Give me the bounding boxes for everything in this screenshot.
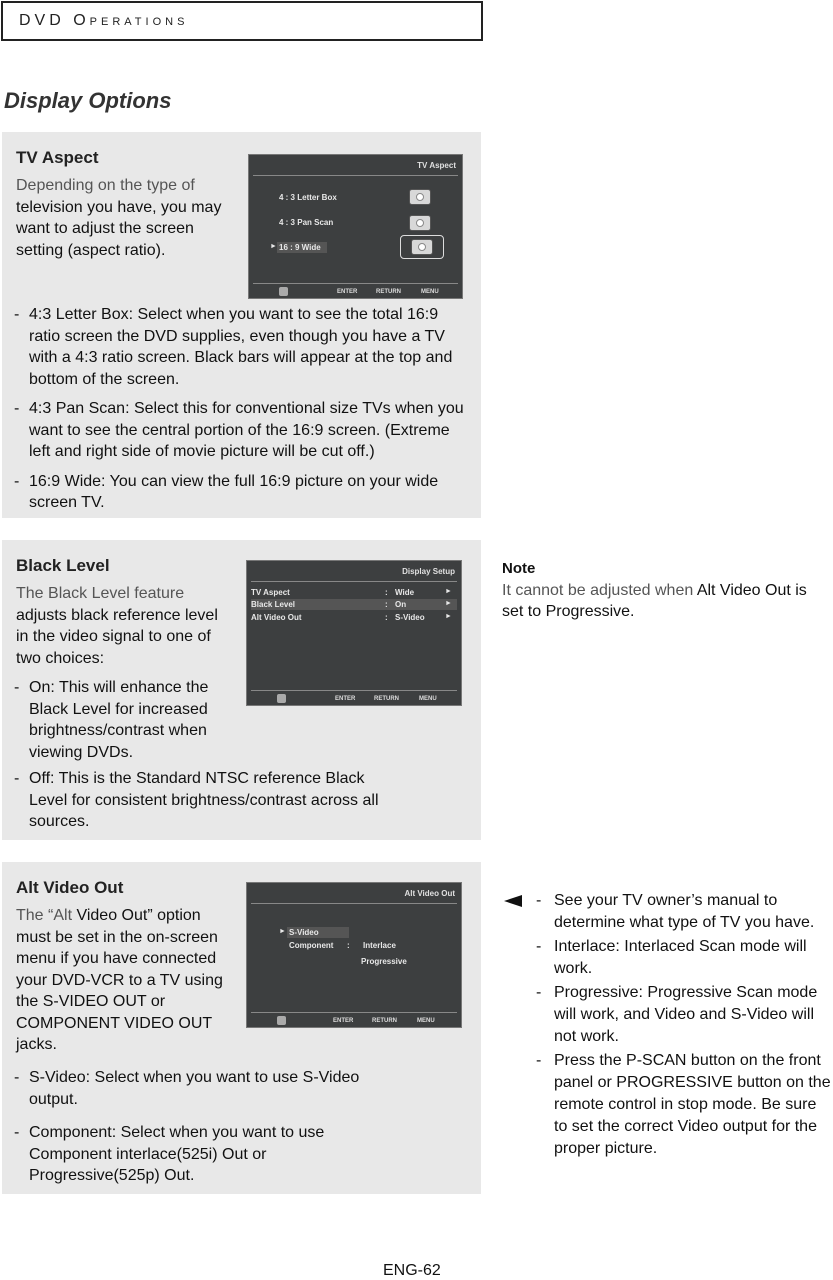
- menu-label: MENU: [419, 696, 437, 702]
- intro-line: Depending on the type of: [16, 177, 195, 194]
- side-note-item: - Progressive: Progressive Scan mode will work, and Video and S-Video will not work.: [536, 982, 833, 1048]
- intro-line: COMPONENT VIDEO OUT: [16, 1014, 213, 1032]
- bullet-item: - Component: Select when you want to use Component interlace(525i) Out or Progressive(525p) Out.: [14, 1122, 374, 1187]
- return-label: RETURN: [376, 289, 401, 295]
- black-level-bullets-narrow: [14, 677, 236, 771]
- intro-line: must be set in the on-screen: [16, 928, 218, 946]
- nav-icon: [279, 287, 288, 296]
- tv-aspect-screen: [248, 154, 463, 299]
- option-s-video[interactable]: S-Video: [289, 928, 319, 937]
- enter-label: ENTER: [333, 1018, 354, 1024]
- intro-rest: Video Out” option: [76, 907, 201, 924]
- side-notes: [536, 890, 833, 1162]
- row-value: On: [395, 600, 407, 609]
- side-note-item: - Interlace: Interlaced Scan mode will work.: [536, 936, 833, 980]
- option-pan-scan[interactable]: 4 : 3 Pan Scan: [279, 218, 334, 227]
- arrow-icon: ►: [445, 600, 452, 607]
- divider: [251, 581, 457, 582]
- option-interlace[interactable]: Interlace: [363, 941, 396, 950]
- alt-video-intro: [16, 905, 251, 1056]
- intro-gray: The “Alt: [16, 907, 73, 924]
- radio-pan-scan[interactable]: [409, 215, 431, 231]
- row-colon: :: [347, 941, 350, 950]
- menu-label: MENU: [417, 1018, 435, 1024]
- footer-divider: [251, 690, 457, 691]
- intro-line: in the video signal to one of: [16, 628, 211, 645]
- page-number: ENG-62: [383, 1262, 441, 1279]
- option-letter-box[interactable]: 4 : 3 Letter Box: [279, 193, 337, 202]
- nav-icon: [277, 1016, 286, 1025]
- arrow-icon: ►: [445, 613, 452, 620]
- left-arrow-icon: [504, 895, 522, 907]
- alt-video-panel: [2, 862, 481, 1194]
- row-colon: :: [385, 588, 388, 597]
- return-label: RETURN: [372, 1018, 397, 1024]
- radio-wide[interactable]: [411, 239, 433, 255]
- black-level-intro: [16, 583, 246, 669]
- side-note-item: - Press the P-SCAN button on the front panel or PROGRESSIVE button on the remote control in stop mode. Be sure to set the correct Video output for the proper picture.: [536, 1050, 833, 1160]
- radio-letter-box[interactable]: [409, 189, 431, 205]
- row-colon: :: [385, 600, 388, 609]
- screen-title: TV Aspect: [417, 161, 456, 170]
- page-header: [1, 1, 483, 41]
- note-title: Note: [502, 560, 536, 577]
- display-setup-screen: [246, 560, 462, 706]
- footer-divider: [253, 283, 458, 284]
- black-level-panel: [2, 540, 481, 840]
- bullet-item: - S-Video: Select when you want to use S-Video output.: [14, 1067, 374, 1110]
- intro-line: television you have, you may: [16, 198, 222, 216]
- row-value: S-Video: [395, 613, 425, 622]
- note-text-gray: It cannot be adjusted when: [502, 582, 694, 599]
- tv-aspect-title: TV Aspect: [16, 148, 99, 167]
- row-label[interactable]: TV Aspect: [251, 588, 290, 597]
- black-level-bullets-wide: [14, 768, 402, 841]
- arrow-icon: ►: [279, 928, 286, 935]
- section-title: Display Options: [4, 88, 172, 113]
- return-label: RETURN: [374, 696, 399, 702]
- bullet-item: - 4:3 Letter Box: Select when you want to see the total 16:9 ratio screen the DVD supplies, even though you have a TV with a 4:3 ratio screen. Black bars will appear at the top and bottom of the screen.: [14, 304, 472, 390]
- bullet-item: - On: This will enhance the Black Level for increased brightness/contrast when viewing DVDs.: [14, 677, 236, 763]
- bullet-item: - 16:9 Wide: You can view the full 16:9 picture on your wide screen TV.: [14, 471, 472, 514]
- menu-label: MENU: [421, 289, 439, 295]
- intro-line: the S-VIDEO OUT or: [16, 993, 166, 1010]
- intro-line: [16, 905, 251, 927]
- arrow-icon: ►: [270, 243, 277, 250]
- alt-video-screen: [246, 882, 462, 1028]
- intro-line: The Black Level feature: [16, 585, 185, 602]
- arrow-icon: ►: [445, 588, 452, 595]
- nav-icon: [277, 694, 286, 703]
- note-text-rest: Alt Video Out is set to Progressive.: [502, 582, 807, 620]
- row-value: Wide: [395, 588, 415, 597]
- intro-line: want to adjust the screen: [16, 220, 194, 237]
- row-label[interactable]: Black Level: [251, 600, 296, 609]
- screen-title: Alt Video Out: [404, 889, 455, 898]
- enter-label: ENTER: [335, 696, 356, 702]
- option-wide[interactable]: 16 : 9 Wide: [279, 243, 321, 252]
- black-level-title: Black Level: [16, 556, 110, 575]
- divider: [251, 903, 457, 904]
- footer-divider: [251, 1012, 457, 1013]
- intro-line: two choices:: [16, 649, 105, 667]
- row-label[interactable]: Alt Video Out: [251, 613, 302, 622]
- enter-label: ENTER: [337, 289, 358, 295]
- tv-aspect-intro: [16, 175, 246, 261]
- option-component[interactable]: Component: [289, 941, 334, 950]
- intro-line: menu if you have connected: [16, 950, 217, 967]
- tv-aspect-panel: [2, 132, 481, 518]
- intro-line: setting (aspect ratio).: [16, 241, 166, 259]
- intro-line: your DVD-VCR to a TV using: [16, 971, 223, 989]
- row-colon: :: [385, 613, 388, 622]
- side-note-item: - See your TV owner’s manual to determine what type of TV you have.: [536, 890, 833, 934]
- note-text: [502, 580, 827, 622]
- intro-line: adjusts black reference level: [16, 606, 218, 624]
- bullet-item: - Off: This is the Standard NTSC reference Black Level for consistent brightness/contrast across all sources.: [14, 768, 402, 833]
- alt-video-bullets: [14, 1067, 374, 1195]
- tv-aspect-bullets: [14, 304, 472, 522]
- intro-line: jacks.: [16, 1036, 57, 1053]
- divider: [253, 175, 458, 176]
- alt-video-title: Alt Video Out: [16, 878, 124, 897]
- option-progressive[interactable]: Progressive: [361, 957, 407, 966]
- header-text: DVD Operations: [19, 12, 189, 29]
- bullet-item: - 4:3 Pan Scan: Select this for conventional size TVs when you want to see the central portion of the 16:9 screen. (Extreme left and right side of movie picture will be cut off.): [14, 398, 472, 463]
- screen-title: Display Setup: [402, 567, 455, 576]
